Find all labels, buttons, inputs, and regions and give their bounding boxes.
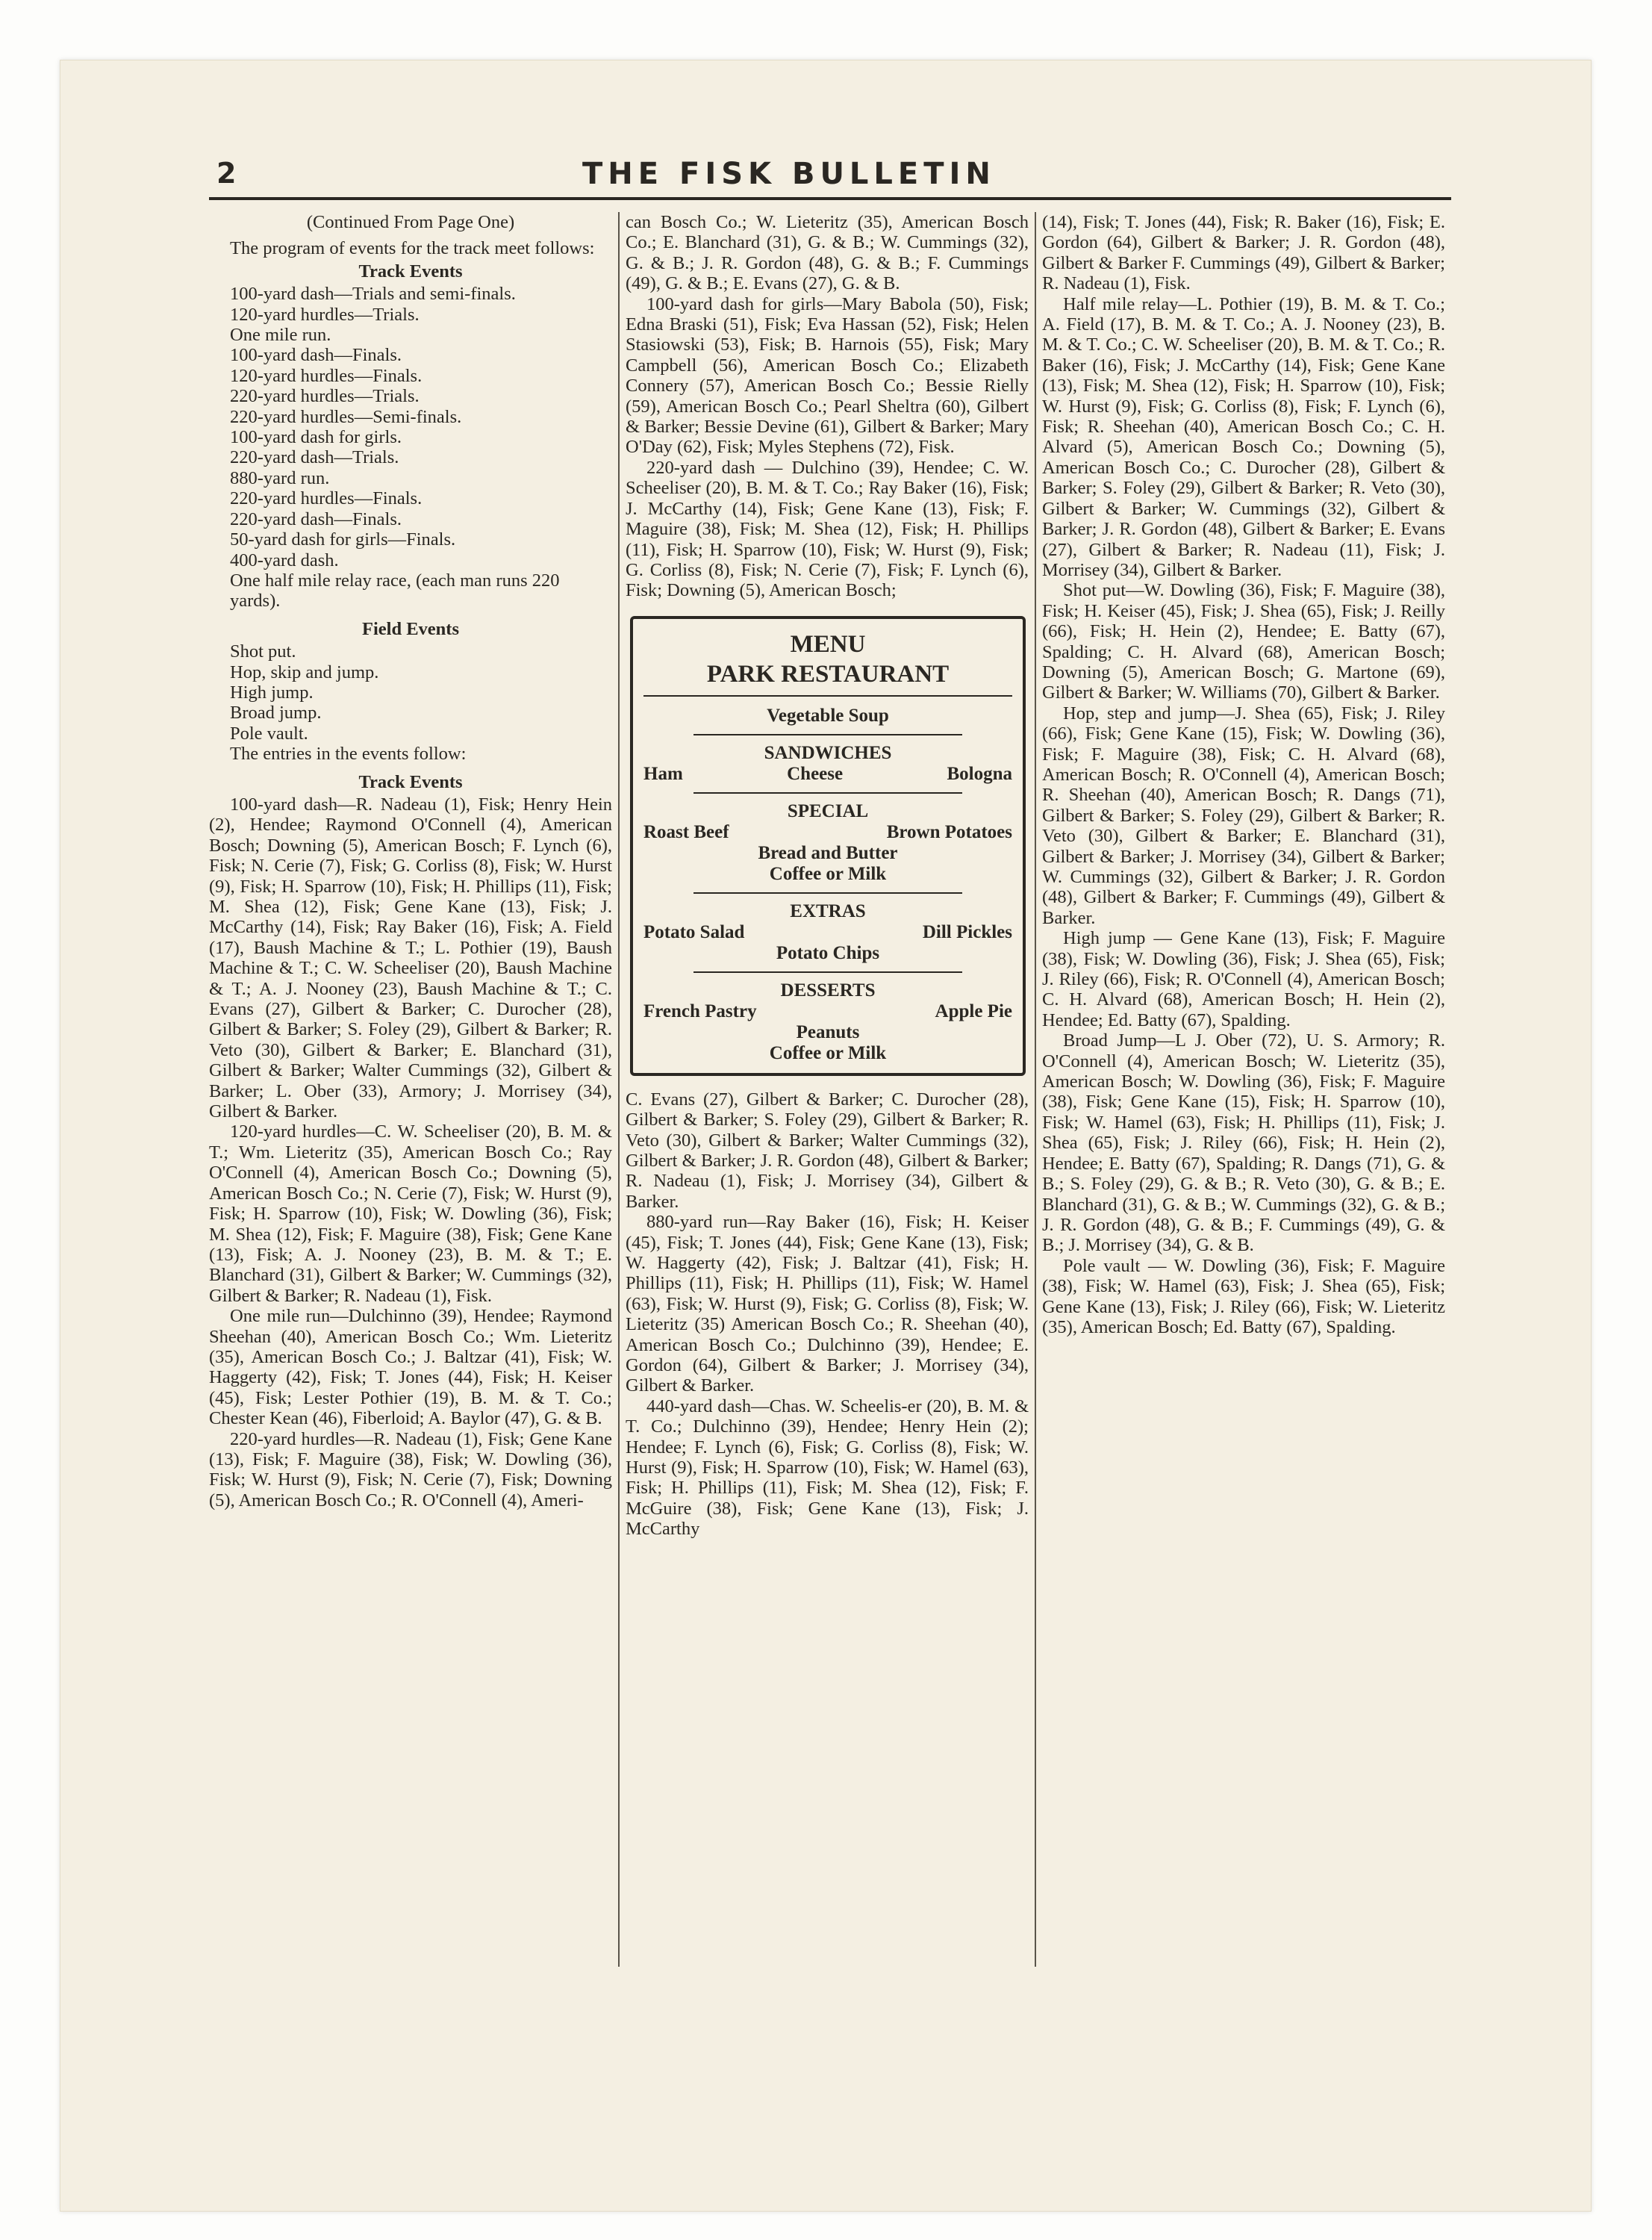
program-item: 100-yard dash—Finals.	[230, 345, 402, 366]
entry-paragraph: Shot put—W. Dowling (36), Fisk; F. Maguire (38), Fisk; H. Keiser (45), Fisk; J. Shea (65), Fisk; J. Reilly (66), Fisk; H. Hein (2), Hendee; E. Batty (67), Spalding; C. H. Alvard (68), American Bosch; Downing (5), American Bosch; G. Martone (69), Gilbert & Barker; W. Williams (70), Gilbert & Barker.	[1042, 580, 1445, 703]
program-item: One mile run.	[230, 325, 331, 346]
menu-row	[643, 1001, 1012, 1022]
field-event-item: High jump.	[230, 682, 314, 703]
menu-item: Bologna	[947, 763, 1012, 784]
program-item: 400-yard dash.	[230, 550, 339, 570]
program-item: 220-yard hurdles—Semi-finals.	[230, 406, 462, 427]
field-events-list	[209, 641, 612, 744]
program-item: 220-yard dash—Finals.	[230, 508, 402, 529]
page-number: 2	[216, 157, 237, 190]
masthead	[194, 149, 1451, 203]
field-event-item: Broad jump.	[230, 703, 322, 724]
program-item: 880-yard run.	[230, 467, 330, 488]
program-item: 220-yard hurdles—Finals.	[230, 488, 423, 509]
menu-section-heading: EXTRAS	[790, 900, 866, 921]
menu-item: Apple Pie	[935, 1001, 1012, 1021]
track-events-heading: Track Events	[358, 261, 463, 281]
menu-box	[630, 616, 1026, 1076]
menu-item: Vegetable Soup	[767, 705, 889, 726]
field-events-heading: Field Events	[362, 618, 459, 639]
menu-row	[643, 822, 1012, 843]
column-1	[209, 212, 612, 1511]
masthead-rule	[209, 197, 1451, 200]
menu-item: Brown Potatoes	[886, 821, 1012, 842]
program-item: One half mile relay race, (each man runs 220 yards).	[230, 570, 560, 612]
entry-paragraph: High jump — Gene Kane (13), Fisk; F. Maguire (38), Fisk; W. Dowling (36), Fisk; J. Shea (65), Fisk; J. Riley (66), Fisk; R. O'Connell (4), American Bosch; C. H. Alvard (68), American Bosch; H. Hein (2), Hendee; Ed. Batty (67), Spalding.	[1042, 928, 1445, 1030]
menu-rule	[693, 892, 962, 894]
entry-paragraph: C. Evans (27), Gilbert & Barker; C. Durocher (28), Gilbert & Barker; S. Foley (29), Gilbert & Barker; R. Veto (30), Gilbert & Barker; Walter Cummings (32), Gilbert & Barker; J. R. Gordon (48), Gilbert & Barker; R. Nadeau (1), Fisk; J. Morrisey (34), Gilbert & Barker.	[626, 1089, 1029, 1212]
entry-paragraph: Half mile relay—L. Pothier (19), B. M. & T. Co.; A. Field (17), B. M. & T. Co.; A. J. Nooney (23), B. M. & T. Co.; C. W. Scheeliser (20), B. M. & T. Co.; R. Baker (16), Fisk; J. McCarthy (14), Fisk; Gene Kane (13), Fisk; M. Shea (12), Fisk; H. Sparrow (10), Fisk; W. Hurst (9), Fisk; G. Corliss (8), Fisk; F. Lynch (6), Fisk; R. Sheehan (40), American Bosch Co.; C. H. Alvard (5), American Bosch Co.; Downing (5), American Bosch Co.; C. Durocher (28), Gilbert & Barker; S. Foley (29), Gilbert & Barker; R. Veto (30), Gilbert & Barker; W. Cummings (32), Gilbert & Barker; J. R. Gordon (48), Gilbert & Barker; E. Evans (27), Gilbert & Barker; R. Nadeau (11), Fisk; J. Morrisey (34), Gilbert & Barker.	[1042, 293, 1445, 580]
entries-heading: Track Events	[358, 771, 463, 792]
entry-paragraph: 220-yard dash — Dulchino (39), Hendee; C. W. Scheeliser (20), B. M. & T. Co.; Ray Baker (16), Fisk; J. McCarthy (14), Fisk; Gene Kane (13), Fisk; F. Maguire (38), Fisk; M. Shea (12), Fisk; H. Phillips (11), Fisk; H. Sparrow (10), Fisk; W. Hurst (9), Fisk; G. Corliss (8), Fisk; N. Cerie (7), Fisk; F. Lynch (6), Fisk; Downing (5), American Bosch;	[626, 457, 1029, 601]
field-event-item: Shot put.	[230, 641, 296, 662]
menu-item: Peanuts	[796, 1021, 860, 1042]
field-event-item: Pole vault.	[230, 723, 308, 744]
entry-paragraph: 100-yard dash for girls—Mary Babola (50), Fisk; Edna Braski (51), Fisk; Eva Hassan (52), Fisk; Helen Stasiowski (53), Fisk; B. Harnois (55), Fisk; Mary Campbell (56), American Bosch Co.; Elizabeth Connery (57), American Bosch Co.; Bessie Rielly (59), American Bosch Co.; Pearl Sheltra (60), Gilbert & Barker; Bessie Devine (61), Gilbert & Barker; Mary O'Day (62), Fisk; Myles Stephens (72), Fisk.	[626, 293, 1029, 458]
program-item: 220-yard hurdles—Trials.	[230, 386, 420, 407]
restaurant-name: PARK RESTAURANT	[706, 660, 950, 688]
menu-row	[643, 922, 1012, 943]
column-3	[1042, 212, 1445, 1337]
field-event-item: Hop, skip and jump.	[230, 662, 379, 682]
menu-item: Coffee or Milk	[769, 863, 887, 884]
menu-section-heading: DESSERTS	[780, 980, 876, 1001]
menu-item: French Pastry	[643, 1001, 757, 1021]
entry-paragraph: can Bosch Co.; W. Lieteritz (35), American Bosch Co.; E. Blanchard (31), G. & B.; W. Cummings (32), G. & B.; J. R. Gordon (48), G. & B.; F. Cummings (49), G. & B.; E. Evans (27), G. & B.	[626, 212, 1029, 294]
menu-rule	[693, 734, 962, 735]
menu-rule	[693, 792, 962, 794]
entries-intro: The entries in the events follow:	[230, 744, 467, 765]
menu-row	[643, 764, 1012, 785]
menu-item: Potato Chips	[776, 942, 880, 963]
column-divider	[618, 212, 620, 1967]
entry-paragraph: 220-yard hurdles—R. Nadeau (1), Fisk; Gene Kane (13), Fisk; F. Maguire (38), Fisk; W. Dowling (36), Fisk; W. Hurst (9), Fisk; N. Cerie (7), Fisk; Downing (5), American Bosch Co.; R. O'Connell (4), Ameri-	[209, 1428, 612, 1511]
program-item: 120-yard hurdles—Finals.	[230, 365, 423, 386]
menu-item: Roast Beef	[643, 821, 729, 842]
program-item: 120-yard hurdles—Trials.	[230, 304, 420, 325]
continued-note: (Continued From Page One)	[306, 212, 515, 232]
menu-item: Potato Salad	[643, 921, 745, 942]
menu-section-heading: SPECIAL	[787, 800, 869, 821]
menu-item: Dill Pickles	[922, 921, 1012, 942]
menu-rule	[693, 971, 962, 973]
newspaper-page	[194, 149, 1451, 1994]
menu-item: Ham	[643, 763, 683, 784]
page-title: THE FISK BULLETIN	[582, 157, 996, 191]
program-item: 100-yard dash for girls.	[230, 427, 402, 448]
menu-item: Coffee or Milk	[769, 1042, 887, 1063]
entry-paragraph: One mile run—Dulchinno (39), Hendee; Raymond Sheehan (40), American Bosch Co.; Wm. Lieteritz (35), American Bosch Co.; J. Baltzar (41), Fisk; W. Haggerty (42), Fisk; T. Jones (44), Fisk; H. Keiser (45), Fisk; Lester Pothier (19), B. M. & T. Co.; Chester Kean (46), Fiberloid; A. Baylor (47), G. & B.	[209, 1306, 612, 1429]
program-intro: The program of events for the track meet follows:	[230, 238, 595, 259]
menu-section-heading: SANDWICHES	[764, 742, 892, 763]
menu-rule	[643, 695, 1012, 697]
entry-paragraph: 880-yard run—Ray Baker (16), Fisk; H. Keiser (45), Fisk; T. Jones (44), Fisk; Gene Kane (13), Fisk; W. Haggerty (42), Fisk; J. Baltzar (41), Fisk; H. Phillips (11), Fisk; H. Phillips (11), Fisk; W. Hamel (63), Fisk; W. Hurst (9), Fisk; G. Corliss (8), Fisk; W. Lieteritz (35) American Bosch Co.; R. Sheehan (40), American Bosch Co.; Dulchinno (39), Hendee; E. Gordon (64), Gilbert & Barker; J. Morrisey (34), Gilbert & Barker.	[626, 1212, 1029, 1396]
column-2	[626, 212, 1029, 1540]
entry-paragraph: Pole vault — W. Dowling (36), Fisk; F. Maguire (38), Fisk; W. Hamel (63), Fisk; J. Shea (65), Fisk; Gene Kane (13), Fisk; J. Riley (66), Fisk; W. Lieteritz (35), American Bosch; Ed. Batty (67), Spalding.	[1042, 1255, 1445, 1337]
program-item: 100-yard dash—Trials and semi-finals.	[230, 284, 516, 305]
program-item: 220-yard dash—Trials.	[230, 447, 399, 468]
program-list	[209, 284, 612, 612]
entry-paragraph: (14), Fisk; T. Jones (44), Fisk; R. Baker (16), Fisk; E. Gordon (64), Gilbert & Barker; J. R. Gordon (48), Gilbert & Barker F. Cummings (49), Gilbert & Barker; R. Nadeau (1), Fisk.	[1042, 212, 1445, 294]
menu-item: Cheese	[787, 763, 844, 784]
program-item: 50-yard dash for girls—Finals.	[230, 529, 456, 550]
entry-paragraph: Broad Jump—L J. Ober (72), U. S. Armory; R. O'Connell (4), American Bosch; W. Lieteritz (35), American Bosch; W. Dowling (36), Fisk; F. Maguire (38), Fisk; Gene Kane (15), Fisk; H. Sparrow (10), Fisk; W. Hamel (63), Fisk; H. Phillips (11), Fisk; J. Shea (65), Fisk; J. Riley (66), Fisk; H. Hein (2), Hendee; E. Batty (67), Spalding; R. Dangs (71), G. & B.; S. Foley (29), G. & B.; R. Veto (30), G. & B.; E. Blanchard (31), G. & B.; W. Cummings (32), G. & B.; J. R. Gordon (48), G. & B.; F. Cummings (49), G. & B.; J. Morrisey (34), G. & B.	[1042, 1030, 1445, 1256]
menu-item: Bread and Butter	[758, 842, 898, 863]
entry-paragraph: 440-yard dash—Chas. W. Scheelis-er (20), B. M. & T. Co.; Dulchinno (39), Hendee; Henry Hein (2); Hendee; F. Lynch (6), Fisk; G. Corliss (8), Fisk; W. Hurst (9), Fisk; H. Sparrow (10), Fisk; W. Hamel (63), Fisk; H. Phillips (11), Fisk; M. Shea (12), Fisk; F. McGuire (38), Fisk; Gene Kane (13), Fisk; J. McCarthy	[626, 1396, 1029, 1540]
column-divider	[1035, 212, 1036, 1967]
entry-paragraph: Hop, step and jump—J. Shea (65), Fisk; J. Riley (66), Fisk; Gene Kane (15), Fisk; W. Dowling (36), Fisk; F. Maguire (38), Fisk; C. H. Alvard (68), American Bosch; R. O'Connell (4), American Bosch; R. Sheehan (40), American Bosch; R. Dangs (71), Gilbert & Barker; S. Foley (29), Gilbert & Barker; R. Veto (30), Gilbert & Barker; E. Blanchard (31), Gilbert & Barker; J. Morrisey (34), Gilbert & Barker; W. Cummings (32), Gilbert & Barker; J. R. Gordon (48), Gilbert & Barker; F. Cummings (49), Gilbert & Barker.	[1042, 703, 1445, 928]
entry-paragraph: 120-yard hurdles—C. W. Scheeliser (20), B. M. & T.; Wm. Lieteritz (35), American Bosch Co.; Ray O'Connell (4), American Bosch Co.; Downing (5), American Bosch Co.; N. Cerie (7), Fisk; W. Hurst (9), Fisk; H. Sparrow (10), Fisk; W. Dowling (36), Fisk; M. Shea (12), Fisk; F. Maguire (38), Fisk; Gene Kane (13), Fisk; A. J. Nooney (23), B. M. & T.; E. Blanchard (31), Gilbert & Barker; W. Cummings (32), Gilbert & Barker; R. Nadeau (1), Fisk.	[209, 1121, 612, 1306]
menu-title: MENU	[790, 630, 866, 658]
entry-paragraph: 100-yard dash—R. Nadeau (1), Fisk; Henry Hein (2), Hendee; Raymond O'Connell (4), American Bosch; Downing (5), American Bosch; F. Lynch (6), Fisk; N. Cerie (7), Fisk; G. Corliss (8), Fisk; W. Hurst (9), Fisk; H. Sparrow (10), Fisk; H. Phillips (11), Fisk; M. Shea (12), Fisk; Gene Kane (13), Fisk; J. McCarthy (14), Fisk; Ray Baker (16), Fisk; A. Field (17), Baush Machine & T.; L. Pothier (19), Baush Machine & T.; C. W. Scheeliser (20), Baush Machine & T.; A. J. Nooney (23), Baush Machine & T.; C. Evans (27), Gilbert & Barker; C. Durocher (28), Gilbert & Barker; S. Foley (29), Gilbert & Barker; R. Veto (30), Gilbert & Barker; E. Blanchard (31), Gilbert & Barker; Walter Cummings (32), Gilbert & Barker; L. Ober (33), Armory; J. Morrisey (34), Gilbert & Barker.	[209, 794, 612, 1122]
